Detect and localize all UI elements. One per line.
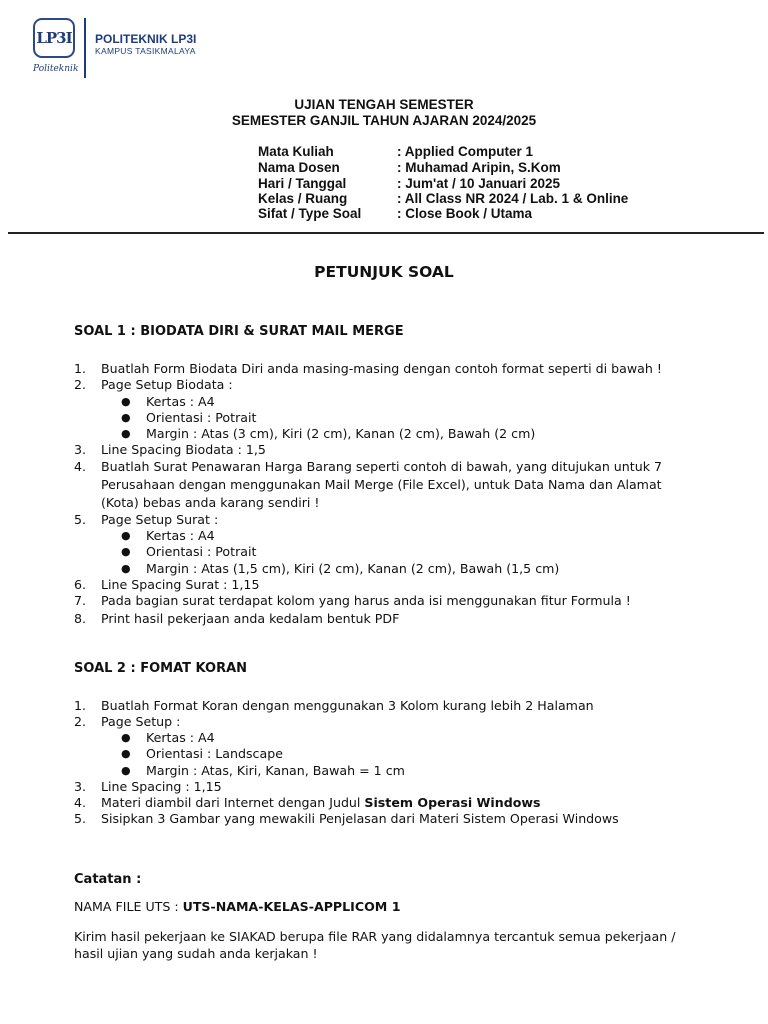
- bullet-item: Margin : Atas, Kiri, Kanan, Bawah = 1 cm: [146, 763, 405, 778]
- list-item: Page Setup :: [101, 714, 181, 729]
- item-number: 1.: [74, 361, 87, 376]
- soal1-heading: SOAL 1 : BIODATA DIRI & SURAT MAIL MERGE: [74, 324, 404, 339]
- info-label: Sifat / Type Soal: [258, 206, 362, 221]
- submission-note: Kirim hasil pekerjaan ke SIAKAD berupa file RAR yang didalamnya tercantuk semua pekerjaan /: [74, 929, 676, 944]
- info-label: Nama Dosen: [258, 160, 340, 175]
- list-item: Buatlah Surat Penawaran Harga Barang seperti contoh di bawah, yang ditujukan untuk 7: [101, 459, 662, 474]
- bullet-icon: ●: [121, 747, 131, 760]
- item-number: 3.: [74, 779, 87, 794]
- header-divider: [84, 18, 86, 78]
- lp3i-logo: [33, 18, 75, 58]
- soal2-heading: SOAL 2 : FOMAT KORAN: [74, 661, 248, 676]
- bullet-icon: ●: [121, 529, 131, 542]
- item-number: 6.: [74, 577, 87, 592]
- bullet-icon: ●: [121, 562, 131, 575]
- logo-text: LP3I: [36, 29, 72, 47]
- filename-label: NAMA FILE UTS :: [74, 899, 183, 914]
- bullet-icon: ●: [121, 545, 131, 558]
- info-label: Hari / Tanggal: [258, 176, 347, 191]
- list-item: Print hasil pekerjaan anda kedalam bentuk PDF: [101, 611, 400, 626]
- bullet-item: Margin : Atas (3 cm), Kiri (2 cm), Kanan (2 cm), Bawah (2 cm): [146, 426, 536, 441]
- list-item: Sisipkan 3 Gambar yang mewakili Penjelasan dari Materi Sistem Operasi Windows: [101, 811, 619, 826]
- list-item-text: Materi diambil dari Internet dengan Judul: [101, 795, 365, 810]
- info-value: : Muhamad Aripin, S.Kom: [397, 160, 561, 175]
- info-label: Mata Kuliah: [258, 144, 334, 159]
- topic-title: Sistem Operasi Windows: [364, 795, 541, 810]
- bullet-icon: ●: [121, 395, 131, 408]
- info-value: : Applied Computer 1: [397, 144, 534, 159]
- list-item: Page Setup Biodata :: [101, 377, 233, 392]
- campus-name: KAMPUS TASIKMALAYA: [95, 46, 196, 56]
- list-item: Line Spacing Surat : 1,15: [101, 577, 260, 592]
- logo-signature: Politeknik: [33, 64, 79, 74]
- item-number: 5.: [74, 512, 87, 527]
- info-value: : All Class NR 2024 / Lab. 1 & Online: [397, 191, 629, 206]
- info-label: Kelas / Ruang: [258, 191, 348, 206]
- item-number: 3.: [74, 442, 87, 457]
- filename-line: [74, 899, 401, 915]
- item-number: 5.: [74, 811, 87, 826]
- item-number: 4.: [74, 459, 87, 474]
- institution-name: POLITEKNIK LP3I: [95, 32, 197, 46]
- list-item: Buatlah Format Koran dengan menggunakan 3 Kolom kurang lebih 2 Halaman: [101, 698, 594, 713]
- item-number: 1.: [74, 698, 87, 713]
- list-item: Page Setup Surat :: [101, 512, 219, 527]
- item-number: 2.: [74, 377, 87, 392]
- list-item: Line Spacing : 1,15: [101, 779, 222, 794]
- list-item: Pada bagian surat terdapat kolom yang harus anda isi menggunakan fitur Formula !: [101, 593, 631, 608]
- item-number: 2.: [74, 714, 87, 729]
- list-item-continuation: Perusahaan dengan menggunakan Mail Merge (File Excel), untuk Data Nama dan Alamat: [101, 477, 662, 492]
- bullet-icon: ●: [121, 411, 131, 424]
- info-value: : Close Book / Utama: [397, 206, 533, 221]
- notes-heading: Catatan :: [74, 872, 142, 887]
- bullet-item: Kertas : A4: [146, 528, 215, 543]
- bullet-icon: ●: [121, 764, 131, 777]
- info-value: : Jum'at / 10 Januari 2025: [397, 176, 561, 191]
- item-number: 7.: [74, 593, 87, 608]
- bullet-item: Margin : Atas (1,5 cm), Kiri (2 cm), Kanan (2 cm), Bawah (1,5 cm): [146, 561, 560, 576]
- list-item: Line Spacing Biodata : 1,5: [101, 442, 266, 457]
- bullet-icon: ●: [121, 427, 131, 440]
- list-item-continuation: (Kota) bebas anda karang sendiri !: [101, 495, 320, 510]
- bullet-icon: ●: [121, 731, 131, 744]
- list-item: [101, 795, 541, 811]
- submission-note: hasil ujian yang sudah anda kerjakan !: [74, 946, 318, 961]
- exam-title-line2: SEMESTER GANJIL TAHUN AJARAN 2024/2025: [231, 113, 537, 128]
- list-item: Buatlah Form Biodata Diri anda masing-masing dengan contoh format seperti di bawah !: [101, 361, 662, 376]
- item-number: 4.: [74, 795, 87, 810]
- header-rule: [8, 232, 764, 234]
- item-number: 8.: [74, 611, 87, 626]
- bullet-item: Orientasi : Landscape: [146, 746, 283, 761]
- bullet-item: Kertas : A4: [146, 394, 215, 409]
- instructions-title: PETUNJUK SOAL: [314, 263, 454, 281]
- bullet-item: Orientasi : Potrait: [146, 410, 257, 425]
- bullet-item: Orientasi : Potrait: [146, 544, 257, 559]
- filename-value: UTS-NAMA-KELAS-APPLICOM 1: [182, 899, 401, 914]
- exam-title-line1: UJIAN TENGAH SEMESTER: [294, 97, 474, 112]
- bullet-item: Kertas : A4: [146, 730, 215, 745]
